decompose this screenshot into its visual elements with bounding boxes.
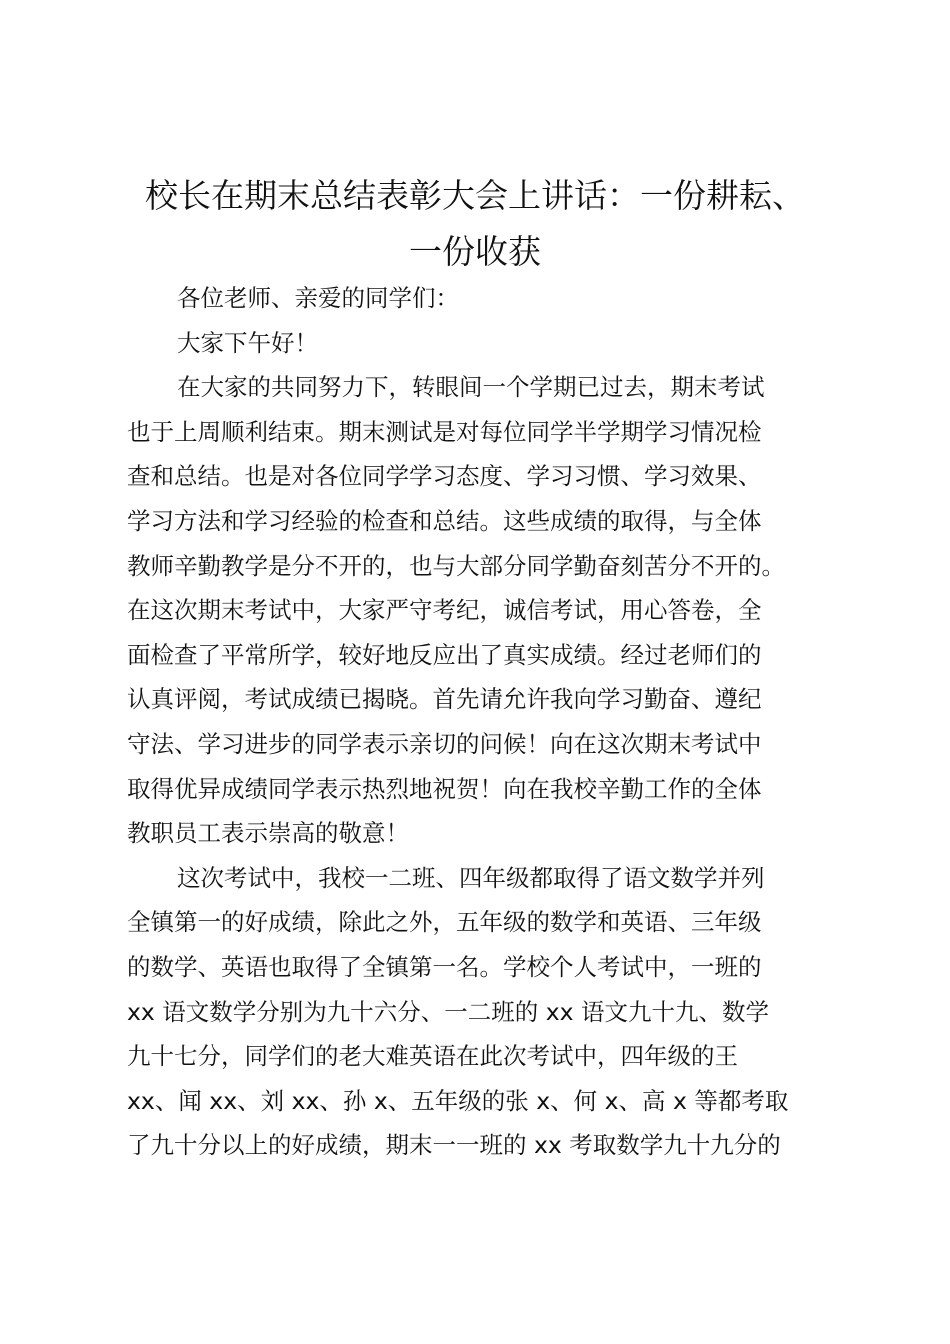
document-body: [127, 276, 837, 1168]
text-line: 取得优异成绩同学表示热烈地祝贺！向在我校辛勤工作的全体: [127, 774, 762, 803]
text-line: 学习方法和学习经验的检查和总结。这些成绩的取得，与全体: [127, 506, 762, 535]
text-line: 面检查了平常所学，较好地反应出了真实成绩。经过老师们的: [127, 640, 762, 669]
text-line: 各位老师、亲爱的同学们：: [177, 284, 459, 312]
text-line: 认真评阅，考试成绩已揭晓。首先请允许我向学习勤奋、遵纪: [127, 685, 762, 714]
text-line: xx、闻 xx、刘 xx、孙 x、五年级的张 x、何 x、高 x 等都考取: [127, 1086, 789, 1115]
text-line: 这次考试中，我校一二班、四年级都取得了语文数学并列: [177, 863, 765, 892]
text-line: 教职员工表示崇高的敬意！: [127, 819, 409, 848]
title-line-1: 校长在期末总结表彰大会上讲话：一份耕耘、: [145, 176, 805, 215]
text-line: xx 语文数学分别为九十六分、一二班的 xx 语文九十九、数学: [127, 997, 770, 1026]
text-line: 在这次期末考试中，大家严守考纪，诚信考试，用心答卷，全: [127, 596, 762, 625]
text-line: 了九十分以上的好成绩，期末一一班的 xx 考取数学九十九分的: [127, 1131, 781, 1160]
text-line: 九十七分，同学们的老大难英语在此次考试中，四年级的王: [127, 1042, 738, 1071]
text-line: 查和总结。也是对各位同学学习态度、学习习惯、学习效果、: [127, 462, 762, 491]
text-line: 全镇第一的好成绩，除此之外，五年级的数学和英语、三年级: [127, 908, 762, 937]
title-line-2: 一份收获: [409, 232, 541, 271]
text-line: 教师辛勤教学是分不开的，也与大部分同学勤奋刻苦分不开的。: [127, 551, 785, 580]
text-line: 也于上周顺利结束。期末测试是对每位同学半学期学习情况检: [127, 417, 762, 446]
text-line: 守法、学习进步的同学表示亲切的问候！向在这次期末考试中: [127, 729, 762, 758]
text-line: 在大家的共同努力下，转眼间一个学期已过去，期末考试: [177, 373, 765, 402]
document-title: [118, 168, 832, 280]
text-line: 的数学、英语也取得了全镇第一名。学校个人考试中，一班的: [127, 952, 762, 981]
text-line: 大家下午好！: [177, 328, 318, 357]
